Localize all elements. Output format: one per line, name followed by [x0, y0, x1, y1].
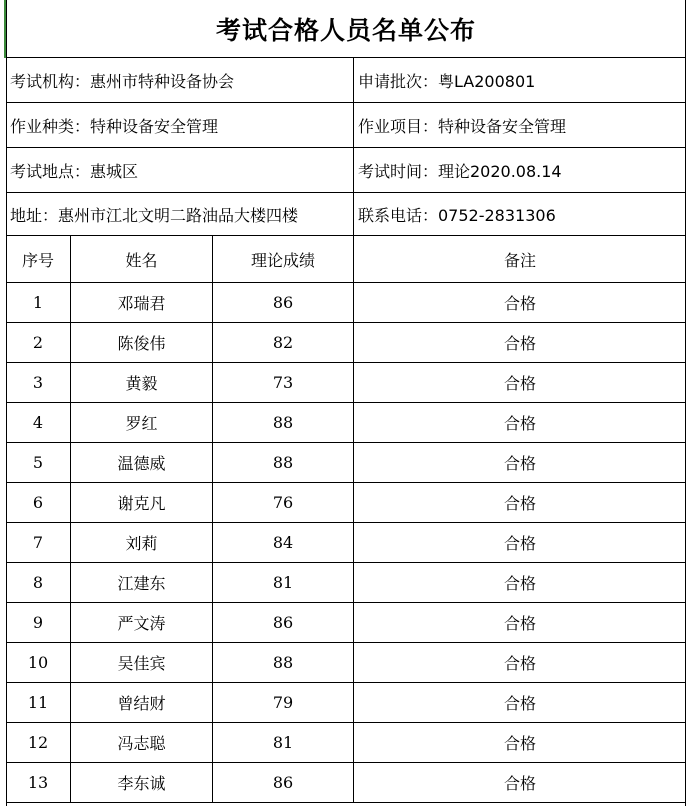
cell-name[interactable]: 谢克凡: [71, 483, 213, 522]
cell-no[interactable]: 4: [6, 403, 71, 442]
cell-no[interactable]: 9: [6, 603, 71, 642]
address-cell[interactable]: 地址：惠州市江北文明二路油品大楼四楼: [6, 193, 354, 235]
table-row: [6, 323, 686, 363]
exam-location-cell[interactable]: 考试地点：惠城区: [6, 148, 354, 192]
cell-no[interactable]: 7: [6, 523, 71, 562]
table-row: [6, 403, 686, 443]
cell-score[interactable]: 79: [213, 683, 354, 722]
cell-no[interactable]: 12: [6, 723, 71, 762]
cell-remark[interactable]: 合格: [503, 334, 536, 353]
cell-score[interactable]: 88: [213, 443, 354, 482]
header-remark[interactable]: 备注: [503, 250, 536, 270]
table-row: [6, 563, 686, 603]
cell-no[interactable]: 10: [6, 643, 71, 682]
cell-name[interactable]: 曾结财: [71, 683, 213, 722]
cell-no[interactable]: 1: [6, 283, 71, 322]
cell-name[interactable]: 邓瑞君: [71, 283, 213, 322]
cell-name[interactable]: 陈俊伟: [71, 323, 213, 362]
cell-name[interactable]: 罗红: [71, 403, 213, 442]
cell-remark[interactable]: 合格: [503, 534, 536, 553]
exam-org-cell[interactable]: 考试机构：惠州市特种设备协会: [6, 58, 354, 102]
work-item-cell[interactable]: 作业项目：特种设备安全管理: [358, 116, 567, 136]
cell-score[interactable]: 82: [213, 323, 354, 362]
cell-remark[interactable]: 合格: [503, 574, 536, 593]
cell-remark[interactable]: 合格: [503, 734, 536, 753]
cell-score[interactable]: 84: [213, 523, 354, 562]
table-row: [6, 643, 686, 683]
cell-name[interactable]: 吴佳宾: [71, 643, 213, 682]
header-name[interactable]: 姓名: [71, 236, 213, 282]
batch-cell[interactable]: 申请批次：粤LA200801: [358, 71, 536, 91]
cell-remark[interactable]: 合格: [503, 294, 536, 313]
cell-score[interactable]: 81: [213, 563, 354, 602]
cell-score[interactable]: 86: [213, 603, 354, 642]
info-row-category: [6, 103, 686, 148]
table-row: [6, 723, 686, 763]
cell-remark[interactable]: 合格: [503, 774, 536, 793]
cell-name[interactable]: 江建东: [71, 563, 213, 602]
cell-no[interactable]: 3: [6, 363, 71, 402]
cell-score[interactable]: 88: [213, 403, 354, 442]
cell-remark[interactable]: 合格: [503, 414, 536, 433]
cell-name[interactable]: 李东诚: [71, 763, 213, 802]
cell-score[interactable]: 81: [213, 723, 354, 762]
info-row-address: [6, 193, 686, 236]
table-row: [6, 483, 686, 523]
header-score[interactable]: 理论成绩: [213, 236, 354, 282]
cell-no[interactable]: 13: [6, 763, 71, 802]
cell-name[interactable]: 刘莉: [71, 523, 213, 562]
cell-score[interactable]: 88: [213, 643, 354, 682]
exam-time-cell[interactable]: 考试时间：理论2020.08.14: [358, 161, 562, 181]
cell-no[interactable]: 5: [6, 443, 71, 482]
work-category-cell[interactable]: 作业种类：特种设备安全管理: [6, 103, 354, 147]
cell-score[interactable]: 86: [213, 763, 354, 802]
table-row: [6, 763, 686, 803]
cell-no[interactable]: 11: [6, 683, 71, 722]
table-row: [6, 283, 686, 323]
table-row: [6, 603, 686, 643]
cell-no[interactable]: 6: [6, 483, 71, 522]
cell-remark[interactable]: 合格: [503, 614, 536, 633]
cell-name[interactable]: 黄毅: [71, 363, 213, 402]
phone-cell[interactable]: 联系电话：0752-2831306: [358, 205, 556, 225]
cell-remark[interactable]: 合格: [503, 654, 536, 673]
cell-score[interactable]: 86: [213, 283, 354, 322]
info-row-org: [6, 58, 686, 103]
table-row: [6, 683, 686, 723]
cell-remark[interactable]: 合格: [503, 374, 536, 393]
cell-remark[interactable]: 合格: [503, 454, 536, 473]
info-row-location: [6, 148, 686, 193]
table-row: [6, 443, 686, 483]
cell-no[interactable]: 2: [6, 323, 71, 362]
table-row: [6, 363, 686, 403]
cell-score[interactable]: 73: [213, 363, 354, 402]
table-row: [6, 523, 686, 563]
cell-name[interactable]: 冯志聪: [71, 723, 213, 762]
cell-remark[interactable]: 合格: [503, 494, 536, 513]
cell-name[interactable]: 温德威: [71, 443, 213, 482]
cell-name[interactable]: 严文涛: [71, 603, 213, 642]
header-no[interactable]: 序号: [6, 236, 71, 282]
cell-remark[interactable]: 合格: [503, 694, 536, 713]
page-title: 考试合格人员名单公布: [6, 0, 686, 58]
cell-no[interactable]: 8: [6, 563, 71, 602]
cell-score[interactable]: 76: [213, 483, 354, 522]
table-header: [6, 236, 686, 283]
